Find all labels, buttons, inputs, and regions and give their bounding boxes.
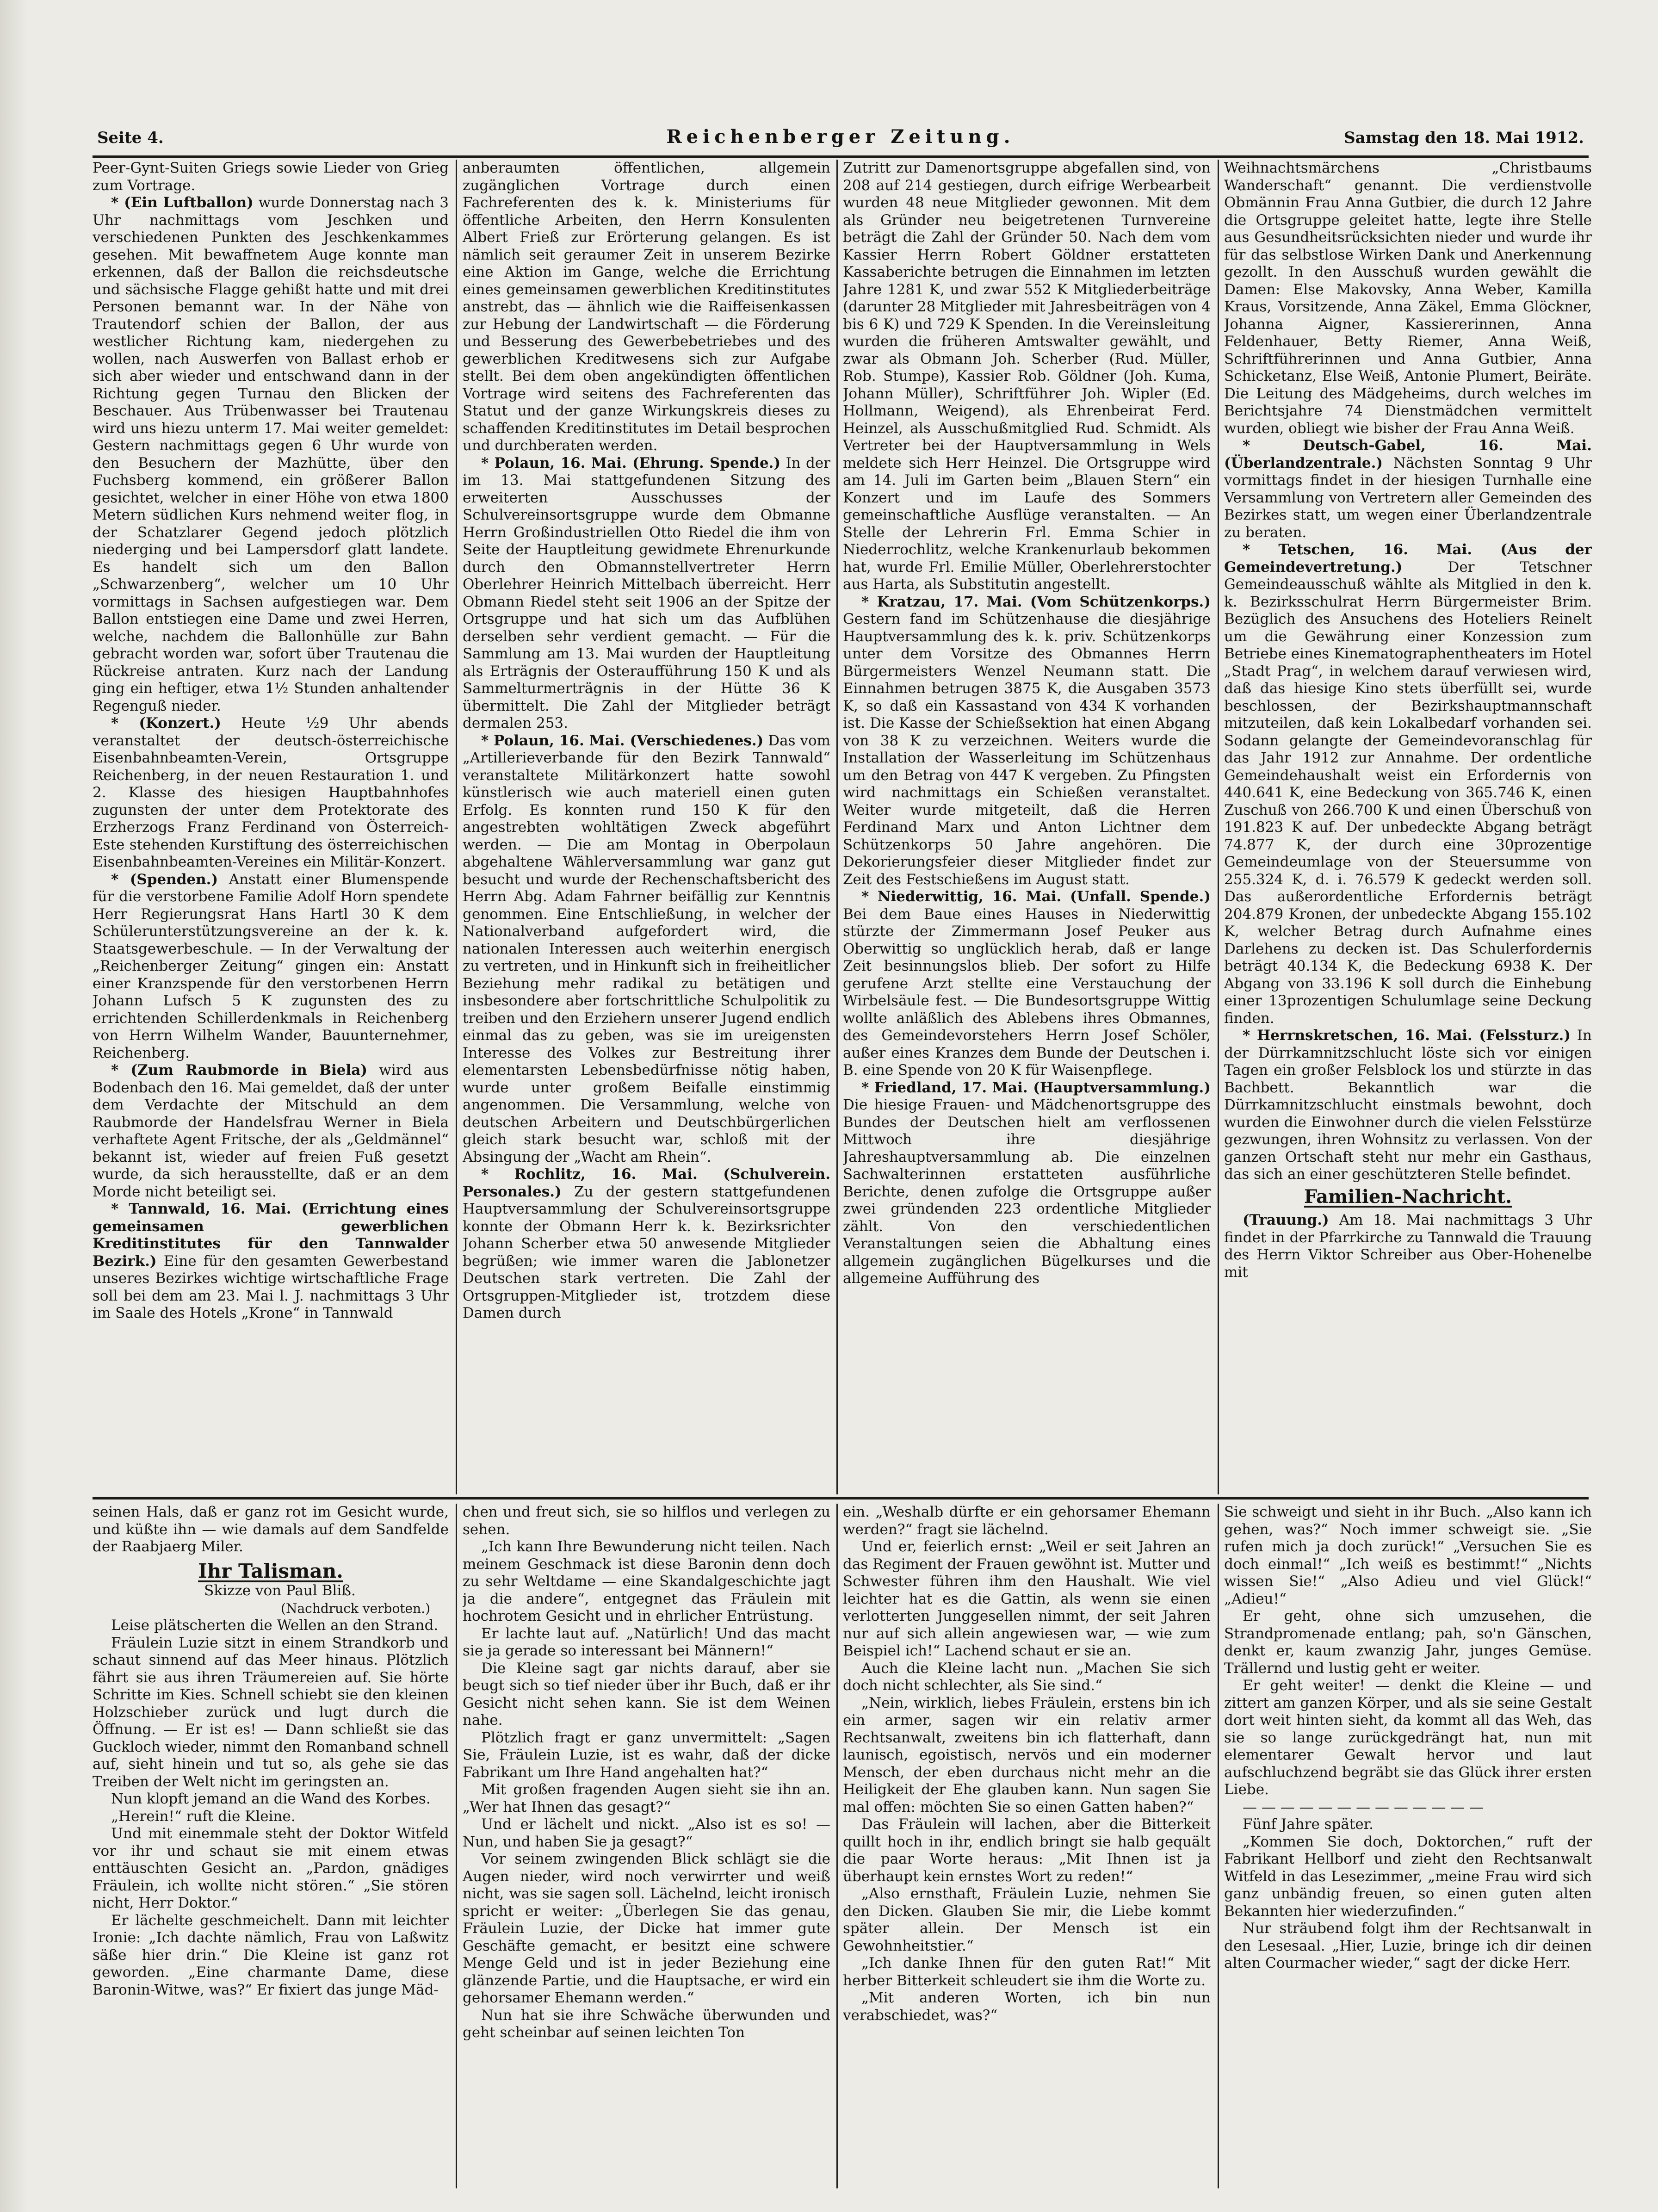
- article-headline: * (Ein Luftballon): [111, 194, 254, 211]
- story-paragraph: Leise plätscherten die Wellen an den Strand.: [111, 1617, 439, 1634]
- column-divider: [1218, 1504, 1219, 2188]
- story-title: Ihr Talisman.: [198, 1559, 343, 1582]
- article-paragraph: * Herrnskretschen, 16. Mai. (Felssturz.) In der Dürrkamnitzschlucht löste sich vor einigen Tagen ein großer Felsblock los und stürzte in das Bachbett. Bekanntlich war die Dürrkamnitzschlucht einstmals bewohnt, doch wurden die Einwohner durch die vielen Felsstürze gezwungen, ihren Wohnsitz zu verlassen. Von der ganzen Ortschaft steht nur mehr ein Gasthaus, das sich an einer geschützteren Stelle befindet.: [1224, 1027, 1592, 1183]
- header-rule: [93, 155, 1589, 158]
- column-divider: [456, 1504, 457, 2188]
- story-paragraph: Er lachte laut auf. „Natürlich! Und das macht sie ja gerade so interessant bei Männern!“: [463, 1625, 830, 1659]
- page-header: [97, 124, 1584, 152]
- article-headline: * (Spenden.): [111, 871, 218, 888]
- article-paragraph: * Tannwald, 16. Mai. (Errichtung eines gemeinsamen gewerblichen Kreditinstitutes für den Tannwalder Bezirk.) Eine für den gesamten Gewerbestand unseres Bezirkes wichtige wirtschaftliche Frage soll bei dem am 23. Mai l. J. nachmittags 3 Uhr im Saale des Hotels „Krone“ in Tannwald: [93, 1201, 449, 1321]
- story-paragraph: chen und freut sich, sie so hilflos und verlegen zu sehen.: [463, 1504, 830, 1538]
- story-paragraph: Er geht weiter! — denkt die Kleine — und zittert am ganzen Körper, und als sie seine Gestalt dort weit hinten sieht, da kommt all das Weh, das sie so lange zurückgedrängt hat, nun mit elementarer Gewalt hervor und laut aufschluchzend begräbt sie das Glück ihrer ersten Liebe.: [1224, 1677, 1592, 1798]
- article-paragraph: * Friedland, 17. Mai. (Hauptversammlung.) Die hiesige Frauen- und Mädchenortsgruppe des Bundes der Deutschen hielt am verflossenen Mittwoch ihre diesjährige Jahreshauptversammlung ab. Die einzelnen Sachwalterinnen erstatteten ausführliche Berichte, denen zufolge die Ortsgruppe außer zwei gründenden 223 ordentliche Mitglieder zählt. Von den verschiedentlichen Veranstaltungen seien die Abhaltung eines allgemein zugänglichen Bügelkurses und die allgemeine Aufführung des: [843, 1079, 1211, 1287]
- article-headline: * Kratzau, 17. Mai. (Vom Schützenkorps.): [861, 593, 1211, 610]
- article-paragraph: Weihnachtsmärchens „Christbaums Wanderschaft“ genannt. Die verdienstvolle Obmännin Frau Anna Gutbier, die durch 12 Jahre die Ortsgruppe geleitet hatte, legte ihre Stelle aus Gesundheitsrücksichten nieder und wurde ihr für das selbstlose Wirken Dank und Anerkennung gezollt. In den Ausschuß wurden gewählt die Damen: Else Makovsky, Anna Weber, Kamilla Kraus, Vorsitzende, Anna Zäkel, Emma Glöckner, Johanna Aigner, Kassiererinnen, Anna Feldenhauer, Betty Riemer, Anna Weiß, Schriftführerinnen und Anna Gutbier, Anna Schicketanz, Else Weiß, Antonie Plumert, Beiräte. Die Leitung des Mädgeheims, durch welches im Berichtsjahre 74 Dienstmädchen vermittelt wurden, obliegt wie bisher der Frau Anna Weiß.: [1224, 160, 1592, 437]
- story-paragraph: „Kommen Sie doch, Doktorchen,“ ruft der Fabrikant Hellborf und zieht den Rechtsanwalt Witfeld in das Lesezimmer, „meine Frau wird sich ganz unbändig freuen, so einen guten alten Bekannten hier wiederzufinden.“: [1224, 1833, 1592, 1920]
- newspaper-title: Reichenberger Zeitung.: [666, 126, 1015, 148]
- story-paragraph: Sie schweigt und sieht in ihr Buch. „Also kann ich gehen, was?“ Noch immer schweigt sie. „Sie rufen mich ja doch zurück!“ „Versuchen Sie es doch einmal!“ „Ich weiß es bestimmt!“ „Nichts wissen Sie!“ „Also Adieu und viel Glück!“ „Adieu!“: [1224, 1504, 1592, 1607]
- article-headline: (Trauung.): [1243, 1212, 1329, 1228]
- article-paragraph: * (Spenden.) Anstatt einer Blumenspende für die verstorbene Familie Adolf Horn spendete Herr Regierungsrat Hans Hartl 30 K dem Schülerunterstützungsvereine an der k. k. Staatsgewerbeschule. — In der Verwaltung der „Reichenberger Zeitung“ gingen ein: Anstatt einer Kranzspende für den verstorbenen Herrn Johann Lufsch 5 K zugunsten des zu errichtenden Schillerdenkmals in Reichenberg von Herrn Wilhelm Wander, Bauunternehmer, Reichenberg.: [93, 871, 449, 1061]
- story-paragraph: Nun hat sie ihre Schwäche überwunden und geht scheinbar auf seinen leichten Ton: [463, 2007, 830, 2041]
- story-paragraph: Nun klopft jemand an die Wand des Korbes.: [111, 1791, 431, 1807]
- lower-column-3: [843, 1504, 1211, 2188]
- article-paragraph: * Deutsch-Gabel, 16. Mai. (Überlandzentrale.) Nächsten Sonntag 9 Uhr vormittags findet in der hiesigen Turnhalle eine Versammlung von Vertretern aller Gemeinden des Bezirkes statt, um wegen einer Überlandzentrale zu beraten.: [1224, 437, 1592, 541]
- story-paragraph: Nur sträubend folgt ihm der Rechtsanwalt in den Lesesaal. „Hier, Luzie, bringe ich dir deinen alten Courmacher wieder,“ sagt der dicke Herr.: [1224, 1920, 1592, 1971]
- story-paragraph: „Mit anderen Worten, ich bin nun verabschiedet, was?“: [843, 1989, 1211, 2024]
- article-paragraph: * (Ein Luftballon) wurde Donnerstag nach 3 Uhr nachmittags vom Jeschken und verschiedenen Punkten des Jeschkenkammes gesehen. Mit bewaffnetem Auge konnte man erkennen, daß der Ballon die reichsdeutsche und sächsische Flagge gehißt hatte und mit drei Personen bemannt war. In der Nähe von Trautendorf schien der Ballon, der aus westlicher Richtung kam, niedergehen zu wollen, nach Auswerfen von Ballast erhob er sich aber wieder und entschwand dann in der Richtung gegen Turnau den Blicken der Beschauer. Aus Trübenwasser bei Trautenau wird uns hiezu unterm 17. Mai weiter gemeldet: Gestern nachmittags gegen 6 Uhr wurde von den Besuchern der Mazhütte, über den Fuchsberg kommend, ein größerer Ballon gesichtet, welcher in einer Höhe von etwa 1800 Metern südlichen Kurs nehmend weiter flog, in der Schatzlarer Gegend jedoch plötzlich niederging und bei Lampersdorf glatt landete. Es handelt sich um den Ballon „Schwarzenberg“, welcher um 10 Uhr vormittags in Sachsen aufgestiegen war. Dem Ballon entstiegen eine Dame und zwei Herren, welche, nachdem die Ballonhülle zur Bahn gebracht worden war, sofort über Trautenau die Rückreise antraten. Kurz nach der Landung ging ein heftiger, etwa 1½ Stunden anhaltender Regenguß nieder.: [93, 194, 449, 714]
- article-paragraph: (Trauung.) Am 18. Mai nachmittags 3 Uhr findet in der Pfarrkirche zu Tannwald die Trauung des Herrn Viktor Schreiber aus Ober-Hohenelbe mit: [1224, 1212, 1592, 1281]
- story-paragraph: „Herein!“ ruft die Kleine.: [111, 1808, 296, 1825]
- story-paragraph: Die Kleine sagt gar nichts darauf, aber sie beugt sich so tief nieder über ihr Buch, daß er ihr Gesicht nicht sehen kann. Sie ist dem Weinen nahe.: [463, 1660, 830, 1729]
- section-rule: [93, 1497, 1589, 1499]
- article-paragraph: * Polaun, 16. Mai. (Verschiedenes.) Das vom „Artillerieverbande für den Bezirk Tannwald“ veranstaltete Militärkonzert hatte sowohl künstlerisch wie auch materiell einen guten Erfolg. Es konnten rund 150 K für den angestrebten wohltätigen Zweck abgeführt werden. — Die am Montag in Oberpolaun abgehaltene Wählerversammlung war ganz gut besucht und wurde der Rechenschaftsbericht des Herrn Abg. Adam Fahrner beifällig zur Kenntnis genommen. Eine Entschließung, in welcher der Nationalverband aufgefordert wird, die nationalen Interessen auch weiterhin energisch zu vertreten, und in Hinkunft sich in freiheitlicher Beziehung mehr radikal zu betätigen und insbesondere aber fortschrittliche Schulpolitik zu treiben und den Erziehern unserer Jugend endlich einmal das zu geben, was sie im ureigensten Interesse des Volkes zur Bestreitung ihrer elementarsten Lebensbedürfnisse nötig haben, wurde unter großem Beifalle einstimmig angenommen. Die Versammlung, welche von deutschen Arbeitern und Deutschbürgerlichen gleich stark besucht war, schloß mit der Absingung der „Wacht am Rhein“.: [463, 732, 830, 1165]
- upper-column-4: [1224, 160, 1592, 1492]
- article-paragraph: * Polaun, 16. Mai. (Ehrung. Spende.) In der im 13. Mai stattgefundenen Sitzung des erweiterten Ausschusses der Schulvereinsortsgruppe wurde dem Obmanne Herrn Großindustriellen Otto Riedel die ihm von Seite der Hauptleitung gewidmete Ehrenurkunde durch den Obmannstellvertreter Herrn Oberlehrer Heinrich Mittelbach überreicht. Herr Obmann Riedel steht seit 1906 an der Spitze der Ortsgruppe und hat sich um das Aufblühen derselben sehr verdient gemacht. — Für die Sammlung am 13. Mai wurden der Hauptleitung als Erträgnis der Osteraufführung 150 K und als Sammelturmerträgnis in der Hütte 36 K übermittelt. Die Zahl der Mitglieder beträgt dermalen 253.: [463, 454, 830, 731]
- article-paragraph: * (Konzert.) Heute ½9 Uhr abends veranstaltet der deutsch-österreichische Eisenbahnbeamten-Verein, Ortsgruppe Reichenberg, in der neuen Restauration 1. und 2. Klasse des hiesigen Hauptbahnhofes zugunsten der unter dem Protektorate des Erzherzogs Franz Ferdinand von Österreich-Este stehenden Kurstiftung des österreichischen Eisenbahnbeamten-Vereines ein Militär-Konzert.: [93, 715, 449, 870]
- article-headline: * Tannwald, 16. Mai. (Errichtung eines gemeinsamen gewerblichen Kreditinstitutes für den Tannwalder Bezirk.): [93, 1201, 449, 1270]
- scan-edge-left: [0, 0, 28, 2212]
- story-paragraph: „Ich danke Ihnen für den guten Rat!“ Mit herber Bitterkeit schleudert sie ihm die Worte zu.: [843, 1955, 1211, 1989]
- story-paragraph: Er geht, ohne sich umzusehen, die Strandpromenade entlang; pah, so'n Gänschen, denkt er, kaum zwanzig Jahr, junges Gemüse. Trällernd und lustig geht er weiter.: [1224, 1608, 1592, 1677]
- article-paragraph: * Tetschen, 16. Mai. (Aus der Gemeindevertretung.) Der Tetschner Gemeindeausschuß wählte als Mitglied in den k. k. Bezirksschulrat Herrn Bürgermeister Brim. Bezüglich des Ansuchens des Hoteliers Reinelt um die Gewährung einer Konzession zum Betriebe eines Kinematographentheaters im Hotel „Stadt Prag“, in welchem darauf verwiesen wird, daß das hiesige Kino stets überfüllt sei, wurde beschlossen, der Bezirkshauptmannschaft mitzuteilen, daß kein Lokalbedarf vorhanden sei. Sodann gelangte der Gemeindevoranschlag für das Jahr 1912 zur Annahme. Der ordentliche Gemeindehaushalt weist ein Erfordernis von 440.641 K, eine Bedeckung von 365.746 K, einen Zuschuß von 266.700 K und einen Überschuß von 191.823 K auf. Der unbedeckte Abgang beträgt 74.877 K, der durch eine 30prozentige Gemeindeumlage von der Steuersumme von 255.324 K, d. i. 76.579 K gedeckt werden soll. Das außerordentliche Erfordernis beträgt 204.879 Kronen, der unbedeckte Abgang 155.102 K, welcher Betrag durch Aufnahme eines Darlehens zu decken ist. Das Schulerfordernis beträgt 40.134 K, die Bedeckung 6938 K. Der Abgang von 33.196 K soll durch die Einhebung einer 13prozentigen Schulumlage seine Deckung finden.: [1224, 541, 1592, 1027]
- upper-column-3: [843, 160, 1211, 1492]
- article-paragraph: * (Zum Raubmorde in Biela) wird aus Bodenbach den 16. Mai gemeldet, daß der unter dem Verdachte der Mitschuld an dem Raubmorde der Handelsfrau Werner in Biela verhaftete Agent Fritsche, der als „Geldmännel“ bekannt ist, wieder auf freien Fuß gesetzt wurde, da sich herausstellte, daß er an dem Morde nicht beteiligt sei.: [93, 1062, 449, 1200]
- story-paragraph: „Ich kann Ihre Bewunderung nicht teilen. Nach meinem Geschmack ist diese Baronin denn doch zu sehr Weltdame — eine Skandalgeschichte jagt ja die andere“, entgegnet das Fräulein mit hochrotem Gesicht und in ehrlicher Entrüstung.: [463, 1538, 830, 1624]
- story-paragraph: „Also ernsthaft, Fräulein Luzie, nehmen Sie den Dicken. Glauben Sie mir, die Liebe kommt später allein. Der Mensch ist ein Gewohnheitstier.“: [843, 1885, 1211, 1954]
- story-paragraph: Fräulein Luzie sitzt in einem Strandkorb und schaut sinnend auf das Meer hinaus. Plötzlich fährt sie aus ihren Träumereien auf. Sie hörte Schritte im Kies. Schnell schiebt sie den kleinen Holzschieber zurück und lugt durch die Öffnung. — Er ist es! — Dann schließt sie das Guckloch wieder, nimmt den Romanband schnell auf, sieht hinein und tut so, als gehe sie das Treiben der Welt nicht im geringsten an.: [93, 1634, 449, 1790]
- story-paragraph: Und er lächelt und nickt. „Also ist es so! — Nun, und haben Sie ja gesagt?“: [463, 1816, 830, 1850]
- story-paragraph: Plötzlich fragt er ganz unvermittelt: „Sagen Sie, Fräulein Luzie, ist es wahr, daß der dicke Fabrikant um Ihre Hand angehalten hat?“: [463, 1729, 830, 1781]
- reprint-notice: (Nachdruck verboten.): [281, 1600, 430, 1616]
- story-paragraph: Das Fräulein will lachen, aber die Bitterkeit quillt hoch in ihr, endlich bringt sie halb gequält die paar Worte heraus: „Mit Ihnen ist ja überhaupt kein ernstes Wort zu reden!“: [843, 1816, 1211, 1885]
- story-paragraph: „Nein, wirklich, liebes Fräulein, erstens bin ich ein armer, sagen wir ein relativ armer Rechtsanwalt, zweitens bin ich flatterhaft, dann launisch, egoistisch, nervös und ein moderner Mensch, der eben durchaus nicht mehr an die Heiligkeit der Ehe glauben kann. Nun sagen Sie mal offen: möchten Sie so einen Gatten haben?“: [843, 1694, 1211, 1815]
- section-heading: Familien-Nachricht.: [1304, 1185, 1512, 1208]
- story-paragraph: Er lächelte geschmeichelt. Dann mit leichter Ironie: „Ich dachte nämlich, Frau von Laßwitz säße hier drin.“ Die Kleine ist ganz rot geworden. „Eine charmante Dame, diese Baronin-Witwe, was?“ Er fixiert das junge Mäd-: [93, 1912, 449, 1998]
- lower-column-1: [93, 1504, 449, 2188]
- story-paragraph: Vor seinem zwingenden Blick schlägt sie die Augen nieder, wird noch verwirrter und weiß nicht, was sie sagen soll. Lächelnd, leicht ironisch spricht er weiter: „Überlegen Sie das genau, Fräulein Luzie, der Dicke hat immer gute Geschäfte gemacht, er besitzt eine schwere Menge Geld und ist in jeder Beziehung eine glänzende Partie, und die Hauptsache, er wird ein gehorsamer Ehemann werden.“: [463, 1851, 830, 2006]
- article-headline: * Rochlitz, 16. Mai. (Schulverein. Personales.): [463, 1166, 830, 1200]
- article-paragraph: anberaumten öffentlichen, allgemein zugänglichen Vortrage durch einen Fachreferenten des k. k. Ministeriums für öffentliche Arbeiten, den Herrn Konsulenten Albert Frieß zur Erörterung gelangen. Es ist nämlich seit geraumer Zeit in unserem Bezirke eine Aktion im Gange, welche die Errichtung eines gemeinsamen gewerblichen Kreditinstitutes anstrebt, das — ähnlich wie die Raiffeisenkassen zur Hebung der Landwirtschaft — die Förderung und Besserung des Gewerbebetriebes und des gewerblichen Kreditwesens sich zur Aufgabe stellt. Bei dem oben angekündigten öffentlichen Vortrage wird seitens des Fachreferenten das Statut und der ganze Wirkungskreis dieses zu schaffenden Kreditinstitutes im Detail besprochen und durchberaten werden.: [463, 160, 830, 454]
- upper-column-1: [93, 160, 449, 1492]
- column-divider: [836, 160, 838, 1494]
- article-paragraph: Peer-Gynt-Suiten Griegs sowie Lieder von Grieg zum Vortrage.: [93, 160, 449, 194]
- article-headline: * Herrnskretschen, 16. Mai. (Felssturz.): [1243, 1027, 1571, 1044]
- article-headline: * Niederwittig, 16. Mai. (Unfall. Spende.): [861, 888, 1211, 905]
- column-divider: [1218, 160, 1219, 1494]
- issue-date: Samstag den 18. Mai 1912.: [1344, 129, 1584, 147]
- story-paragraph: Und mit einemmale steht der Doktor Witfeld vor ihr und schaut sie mit einem etwas enttäuschten Gesicht an. „Pardon, gnädiges Fräulein, ich wollte nicht stören.“ „Sie stören nicht, Herr Doktor.“: [93, 1825, 449, 1911]
- article-headline: * (Konzert.): [111, 715, 221, 731]
- story-paragraph: Auch die Kleine lacht nun. „Machen Sie sich doch nicht schlechter, als Sie sind.“: [843, 1660, 1211, 1694]
- article-headline: * Deutsch-Gabel, 16. Mai. (Überlandzentrale.): [1224, 437, 1592, 471]
- article-paragraph: * Niederwittig, 16. Mai. (Unfall. Spende.) Bei dem Baue eines Hauses in Niederwittig stürzte der Zimmermann Josef Peuker aus Oberwittig so unglücklich herab, daß er lange Zeit besinnungslos blieb. Der sofort zu Hilfe gerufene Arzt stellte eine Verstauchung der Wirbelsäule fest. — Die Bundesortsgruppe Wittig wollte anläßlich des Ablebens ihres Obmannes, des Gemeindevorstehers Herrn Josef Schöler, außer eines Kranzes dem Bunde der Deutschen i. B. eine Spende von 20 K für Waisenpflege.: [843, 888, 1211, 1078]
- article-paragraph: * Kratzau, 17. Mai. (Vom Schützenkorps.) Gestern fand im Schützenhause die diesjährige Hauptversammlung des k. k. priv. Schützenkorps unter dem Vorsitze des Obmannes Herrn Bürgermeisters Wenzel Neumann statt. Die Einnahmen betrugen 3875 K, die Ausgaben 3573 K, so daß ein Kassastand von 434 K vorhanden ist. Die Kasse der Schießsektion hat einen Abgang von 38 K zu verzeichnen. Weiters wurde die Installation der Wasserleitung im Schützenhaus um den Betrag von 447 K vergeben. Zu Pfingsten wird nachmittags ein Schießen veranstaltet. Weiter wurde mitgeteilt, daß die Herren Ferdinand Marx und Anton Lichtner dem Schützenkorps 50 Jahre angehören. Die Dekorierungsfeier dieser Mitglieder findet zur Zeit des Festschießens im August statt.: [843, 593, 1211, 888]
- story-paragraph: Und er, feierlich ernst: „Weil er seit Jahren an das Regiment der Frauen gewöhnt ist. Mutter und Schwester führen ihm den Haushalt. Wie viel leichter hat es die Gattin, als wenn sie einen verlotterten Junggesellen nimmt, der seit Jahren nur auf sich allein angewiesen war, — wie zum Beispiel ich!“ Lachend schaut er sie an.: [843, 1538, 1211, 1659]
- article-headline: * (Zum Raubmorde in Biela): [111, 1062, 368, 1078]
- upper-column-2: [463, 160, 830, 1492]
- article-paragraph: Zutritt zur Damenortsgruppe abgefallen sind, von 208 auf 214 gestiegen, durch eifrige Werbearbeit wurden 48 neue Mitglieder gewonnen. Mit dem als Gründer neu beigetretenen Turnvereine beträgt die Zahl der Gründer 50. Nach dem vom Kassier Herrn Robert Göldner erstatteten Kassaberichte betrugen die Einnahmen im letzten Jahre 1281 K, und zwar 552 K Mitgliederbeiträge (darunter 28 Mitglieder mit Jahresbeiträgen von 4 bis 6 K) und 729 K Spenden. In die Vereinsleitung wurden die früheren Amtswalter gewählt, und zwar als Obmann Joh. Scherber (Rud. Müller, Rob. Stumpe), Kassier Rob. Göldner (Joh. Kuma, Johann Müller), Schriftführer Joh. Wipler (Ed. Hollmann, Weigend), als Ehrenbeirat Ferd. Heinzel, als Ausschußmitglied Rud. Schmidt. Als Vertreter bei der Hauptversammlung in Wels meldete sich Herr Heinzel. Die Ortsgruppe wird am 14. Juli im Garten beim „Blauen Stern“ ein Konzert und im Laufe des Sommers gemeinschaftliche Ausflüge veranstalten. — An Stelle der Lehrerin Frl. Emma Schier in Niederrochlitz, welche Krankenurlaub bekommen hat, wurde Frl. Emilie Müller, Oberlehrerstochter aus Harta, als Substitutin angestellt.: [843, 160, 1211, 593]
- article-headline: * Polaun, 16. Mai. (Ehrung. Spende.): [481, 454, 781, 471]
- story-paragraph: seinen Hals, daß er ganz rot im Gesicht wurde, und küßte ihn — wie damals auf dem Sandfelde der Raabjaerg Miler.: [93, 1504, 449, 1555]
- column-divider: [836, 1504, 838, 2188]
- article-headline: * Polaun, 16. Mai. (Verschiedenes.): [481, 732, 764, 749]
- column-divider: [456, 160, 457, 1494]
- story-paragraph: ein. „Weshalb dürfte er ein gehorsamer Ehemann werden?“ fragt sie lächelnd.: [843, 1504, 1211, 1538]
- lower-column-2: [463, 1504, 830, 2188]
- article-headline: * Tetschen, 16. Mai. (Aus der Gemeindevertretung.): [1224, 541, 1592, 576]
- story-paragraph: Fünf Jahre später.: [1243, 1816, 1373, 1833]
- article-paragraph: * Rochlitz, 16. Mai. (Schulverein. Personales.) Zu der gestern stattgefundenen Hauptversammlung der Schulvereinsortsgruppe konnte der Obmann Herr k. k. Bezirksrichter Johann Scherber etwa 50 anwesende Mitglieder begrüßen; wie immer waren die Jablonetzer Deutschen stark vertreten. Die Zahl der Ortsgruppen-Mitglieder ist, trotzdem diese Damen durch: [463, 1166, 830, 1321]
- lower-column-4: [1224, 1504, 1592, 2188]
- article-headline: * Friedland, 17. Mai. (Hauptversammlung.): [861, 1079, 1211, 1096]
- story-byline: Skizze von Paul Bliß.: [204, 1582, 356, 1599]
- story-paragraph: — — — — — — — — — — — — —: [1243, 1798, 1484, 1815]
- page-number: Seite 4.: [97, 129, 164, 147]
- story-paragraph: Mit großen fragenden Augen sieht sie ihn an. „Wer hat Ihnen das gesagt?“: [463, 1781, 830, 1815]
